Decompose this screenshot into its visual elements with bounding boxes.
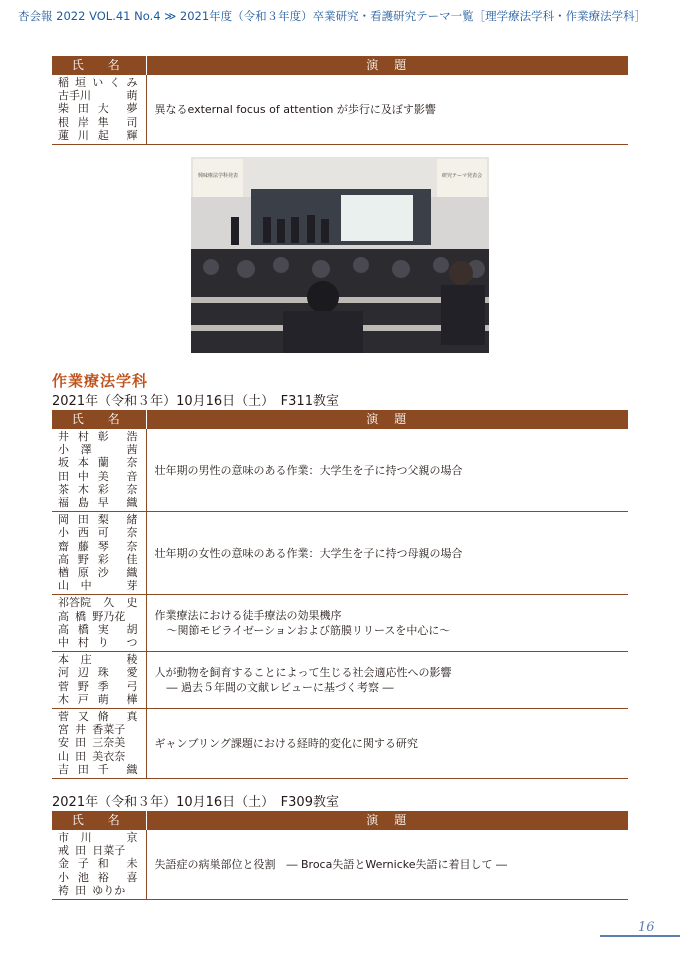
- name-part: 戒: [58, 844, 69, 858]
- author-name: [58, 513, 138, 526]
- name-part: 奈: [126, 526, 138, 540]
- name-part: 茶: [58, 482, 69, 496]
- author-name: [58, 680, 138, 693]
- presentation-photo: [191, 157, 489, 353]
- name-column-header: 氏 名: [52, 410, 146, 429]
- name-part: 沙: [97, 566, 109, 580]
- page-number: 16: [638, 920, 655, 935]
- author-names: [52, 709, 146, 779]
- name-part: い: [92, 76, 104, 89]
- name-part: 藤: [77, 539, 89, 553]
- name-part: 井: [58, 430, 69, 443]
- author-name: [58, 653, 138, 666]
- name-part: 吉: [58, 762, 69, 776]
- author-name: [58, 102, 138, 115]
- name-part: り: [97, 636, 109, 650]
- name-part: 彰: [97, 430, 109, 443]
- author-name: [58, 496, 138, 509]
- name-part: 岡: [58, 513, 69, 527]
- author-name: [58, 723, 138, 736]
- name-part: 木: [58, 692, 69, 706]
- title-line: 壮年期の男性の意味のある作業：大学生を子に持つ父親の場合: [154, 463, 463, 477]
- name-part: 輝: [126, 128, 138, 142]
- name-part: 高: [58, 609, 69, 623]
- name-part: 彩: [97, 482, 109, 496]
- name-part: 楢: [58, 566, 69, 580]
- author-name: [58, 710, 138, 723]
- author-name: [58, 693, 138, 706]
- name-part: 辺: [77, 666, 89, 680]
- author-name: [58, 116, 138, 129]
- name-part: 田: [77, 513, 89, 527]
- name-part: 又: [77, 710, 89, 724]
- name-part: 市: [58, 831, 69, 844]
- author-name: [58, 623, 138, 636]
- page-rule: [600, 935, 680, 937]
- author-name: [58, 470, 138, 483]
- name-part: 安: [58, 736, 69, 750]
- name-part: 高: [58, 552, 69, 566]
- author-name: [58, 89, 138, 102]
- title-column-header: 演 題: [146, 410, 628, 429]
- author-name: [58, 553, 138, 566]
- name-part: 高: [58, 622, 69, 636]
- name-part: 原: [77, 566, 89, 580]
- name-part: 宮: [58, 723, 69, 737]
- name-part: 菅: [58, 679, 69, 693]
- name-part: 史: [126, 596, 138, 610]
- author-name: [58, 526, 138, 539]
- author-names: [52, 595, 146, 652]
- name-part: 古手川: [58, 89, 91, 103]
- name-part: 坂: [58, 456, 69, 470]
- name-part: 中: [58, 636, 69, 650]
- name-column-header: 氏 名: [52, 56, 146, 75]
- author-name: [58, 857, 138, 870]
- name-part: 樺: [126, 692, 138, 706]
- author-name: [58, 129, 138, 142]
- name-part: 小: [58, 526, 69, 540]
- name-part: 村: [77, 430, 89, 443]
- name-part: 愛: [126, 666, 138, 680]
- name-part: 田: [77, 762, 89, 776]
- name-part: 美衣奈: [92, 749, 126, 763]
- name-part: 福: [58, 496, 69, 510]
- name-part: 隼: [97, 115, 109, 129]
- title-line: 壮年期の女性の意味のある作業：大学生を子に持つ母親の場合: [154, 546, 463, 560]
- title-line: ギャンブリング課題における経時的変化に関する研究: [154, 737, 418, 751]
- name-part: 齋: [58, 539, 69, 553]
- author-names: [52, 830, 146, 900]
- name-part: 弓: [126, 679, 138, 693]
- name-part: 蘭: [97, 456, 109, 470]
- session-label-1: 2021年（令和３年）10月16日（土） F311教室: [52, 394, 339, 409]
- name-part: 川: [80, 831, 92, 844]
- name-part: 珠: [97, 666, 109, 680]
- name-part: 岸: [77, 115, 89, 129]
- name-part: 日菜子: [92, 844, 126, 858]
- name-part: 佳: [126, 552, 138, 566]
- name-part: 中: [80, 579, 92, 593]
- author-name: [58, 579, 138, 592]
- name-part: 夢: [126, 102, 138, 116]
- thesis-title: [146, 429, 628, 512]
- table-row: [52, 595, 628, 652]
- name-part: 柴: [58, 102, 69, 116]
- name-part: 垣: [75, 76, 87, 89]
- thesis-title: [146, 709, 628, 779]
- name-part: 稲: [58, 76, 69, 89]
- author-names: [52, 652, 146, 709]
- name-part: み: [126, 76, 138, 89]
- thesis-table-ot-f309: [52, 811, 628, 900]
- name-part: 稜: [126, 653, 138, 667]
- name-part: 琴: [97, 539, 109, 553]
- title-line: 人が動物を飼育することによって生じる社会適応性への影響: [154, 666, 452, 680]
- name-part: 田: [75, 883, 87, 897]
- name-part: 萌: [97, 692, 109, 706]
- name-part: 茜: [126, 443, 138, 457]
- thesis-title: [146, 652, 628, 709]
- name-part: 真: [126, 710, 138, 724]
- name-part: 菅: [58, 710, 69, 724]
- author-name: [58, 736, 138, 749]
- name-part: 梨: [97, 513, 109, 527]
- name-part: 奈: [126, 456, 138, 470]
- screen-right-text: 研究テーマ発表会: [441, 173, 483, 179]
- name-part: 奈: [126, 539, 138, 553]
- name-part: つ: [126, 636, 138, 650]
- name-part: 田: [58, 469, 69, 483]
- name-part: 彩: [97, 552, 109, 566]
- title-line: 異なるexternal focus of attention が歩行に及ぼす影響: [154, 103, 436, 116]
- screen-left-text: 興味療法学科発表: [197, 173, 239, 179]
- subtitle-line: 〜関節モビライゼーションおよび筋膜リリースを中心に〜: [166, 624, 451, 638]
- name-part: 橋: [75, 609, 87, 623]
- author-name: [58, 566, 138, 579]
- table-row: [52, 709, 628, 779]
- name-part: 山: [58, 749, 69, 763]
- thesis-table-pt: [52, 56, 628, 145]
- name-part: 喜: [126, 870, 138, 884]
- name-part: 香菜子: [92, 723, 126, 737]
- name-part: 木: [77, 482, 89, 496]
- name-part: 田: [75, 736, 87, 750]
- name-part: 野乃花: [92, 609, 126, 623]
- table-row: [52, 652, 628, 709]
- name-column-header: 氏 名: [52, 811, 146, 830]
- name-part: 可: [97, 526, 109, 540]
- name-part: 京: [126, 831, 138, 844]
- name-part: 山: [58, 579, 69, 593]
- name-part: 芽: [126, 579, 138, 593]
- name-part: 未: [126, 857, 138, 871]
- name-part: 橋: [77, 622, 89, 636]
- thesis-table-ot-f311: [52, 410, 628, 779]
- session-label-2: 2021年（令和３年）10月16日（土） F309教室: [52, 795, 339, 810]
- author-names: [52, 512, 146, 595]
- name-part: 起: [97, 128, 109, 142]
- section-title: 作業療法学科: [52, 372, 149, 390]
- name-part: 千: [97, 762, 109, 776]
- name-part: 祁答院: [58, 596, 91, 610]
- name-part: 島: [77, 496, 89, 510]
- name-part: 河: [58, 666, 69, 680]
- author-name: [58, 430, 138, 443]
- name-part: 戸: [77, 692, 89, 706]
- name-part: 袴: [58, 883, 69, 897]
- table-row: [52, 830, 628, 900]
- name-part: 村: [77, 636, 89, 650]
- name-part: 川: [77, 128, 89, 142]
- thesis-title: [146, 830, 628, 900]
- name-part: 小: [58, 443, 69, 457]
- name-part: 池: [77, 870, 89, 884]
- name-part: 田: [77, 102, 89, 116]
- thesis-title: [146, 595, 628, 652]
- author-name: [58, 871, 138, 884]
- name-part: 織: [126, 762, 138, 776]
- name-part: 美: [97, 469, 109, 483]
- name-part: 金: [58, 857, 69, 871]
- name-part: 季: [97, 679, 109, 693]
- name-part: 田: [75, 844, 87, 858]
- name-part: く: [109, 76, 121, 89]
- author-name: [58, 636, 138, 649]
- thesis-title: [146, 512, 628, 595]
- name-part: 織: [126, 566, 138, 580]
- author-names: [52, 429, 146, 512]
- author-name: [58, 844, 138, 857]
- name-part: 中: [77, 469, 89, 483]
- author-name: [58, 750, 138, 763]
- title-line: 失語症の病巣部位と役割 ― Broca失語とWernicke失語に着目して ―: [154, 858, 507, 871]
- author-name: [58, 610, 138, 623]
- name-part: 西: [77, 526, 89, 540]
- name-part: 音: [126, 469, 138, 483]
- name-part: 司: [126, 115, 138, 129]
- name-part: 緒: [126, 513, 138, 527]
- name-part: 実: [97, 622, 109, 636]
- name-part: 三奈美: [92, 736, 126, 750]
- name-part: 子: [77, 857, 89, 871]
- name-part: 萌: [126, 89, 138, 103]
- name-part: 田: [75, 749, 87, 763]
- name-part: 野: [77, 679, 89, 693]
- thesis-title: [146, 75, 628, 145]
- title-column-header: 演 題: [146, 56, 628, 75]
- author-name: [58, 666, 138, 679]
- name-part: 澤: [80, 443, 92, 457]
- author-name: [58, 763, 138, 776]
- name-part: 本: [77, 456, 89, 470]
- author-name: [58, 443, 138, 456]
- author-name: [58, 831, 138, 844]
- author-name: [58, 596, 138, 609]
- name-part: 井: [75, 723, 87, 737]
- name-part: 脩: [97, 710, 109, 724]
- table-row: [52, 75, 628, 145]
- name-part: 奈: [126, 482, 138, 496]
- author-name: [58, 483, 138, 496]
- name-part: 本: [58, 653, 69, 667]
- author-name: [58, 456, 138, 469]
- name-part: 織: [126, 496, 138, 510]
- table-row: [52, 512, 628, 595]
- author-name: [58, 884, 138, 897]
- name-part: 裕: [97, 870, 109, 884]
- name-part: 和: [97, 857, 109, 871]
- author-name: [58, 76, 138, 89]
- name-part: 蓮: [58, 128, 69, 142]
- table-row: [52, 429, 628, 512]
- title-line: 作業療法における徒手療法の効果機序: [154, 609, 342, 623]
- name-part: 久: [103, 596, 115, 610]
- name-part: 早: [97, 496, 109, 510]
- author-name: [58, 540, 138, 553]
- author-names: [52, 75, 146, 145]
- name-part: 野: [77, 552, 89, 566]
- running-header: 杏会報 2022 VOL.41 No.4 ≫ 2021年度（令和３年度）卒業研究・看護研究テーマ一覧［理学療法学科・作業療法学科］: [18, 9, 647, 23]
- name-part: 大: [97, 102, 109, 116]
- name-part: 胡: [126, 622, 138, 636]
- name-part: 浩: [126, 430, 138, 443]
- name-part: 根: [58, 115, 69, 129]
- name-part: 庄: [80, 653, 92, 667]
- name-part: ゆりか: [92, 883, 126, 897]
- title-column-header: 演 題: [146, 811, 628, 830]
- subtitle-line: ― 過去５年間の文献レビューに基づく考察 ―: [166, 681, 394, 695]
- name-part: 小: [58, 870, 69, 884]
